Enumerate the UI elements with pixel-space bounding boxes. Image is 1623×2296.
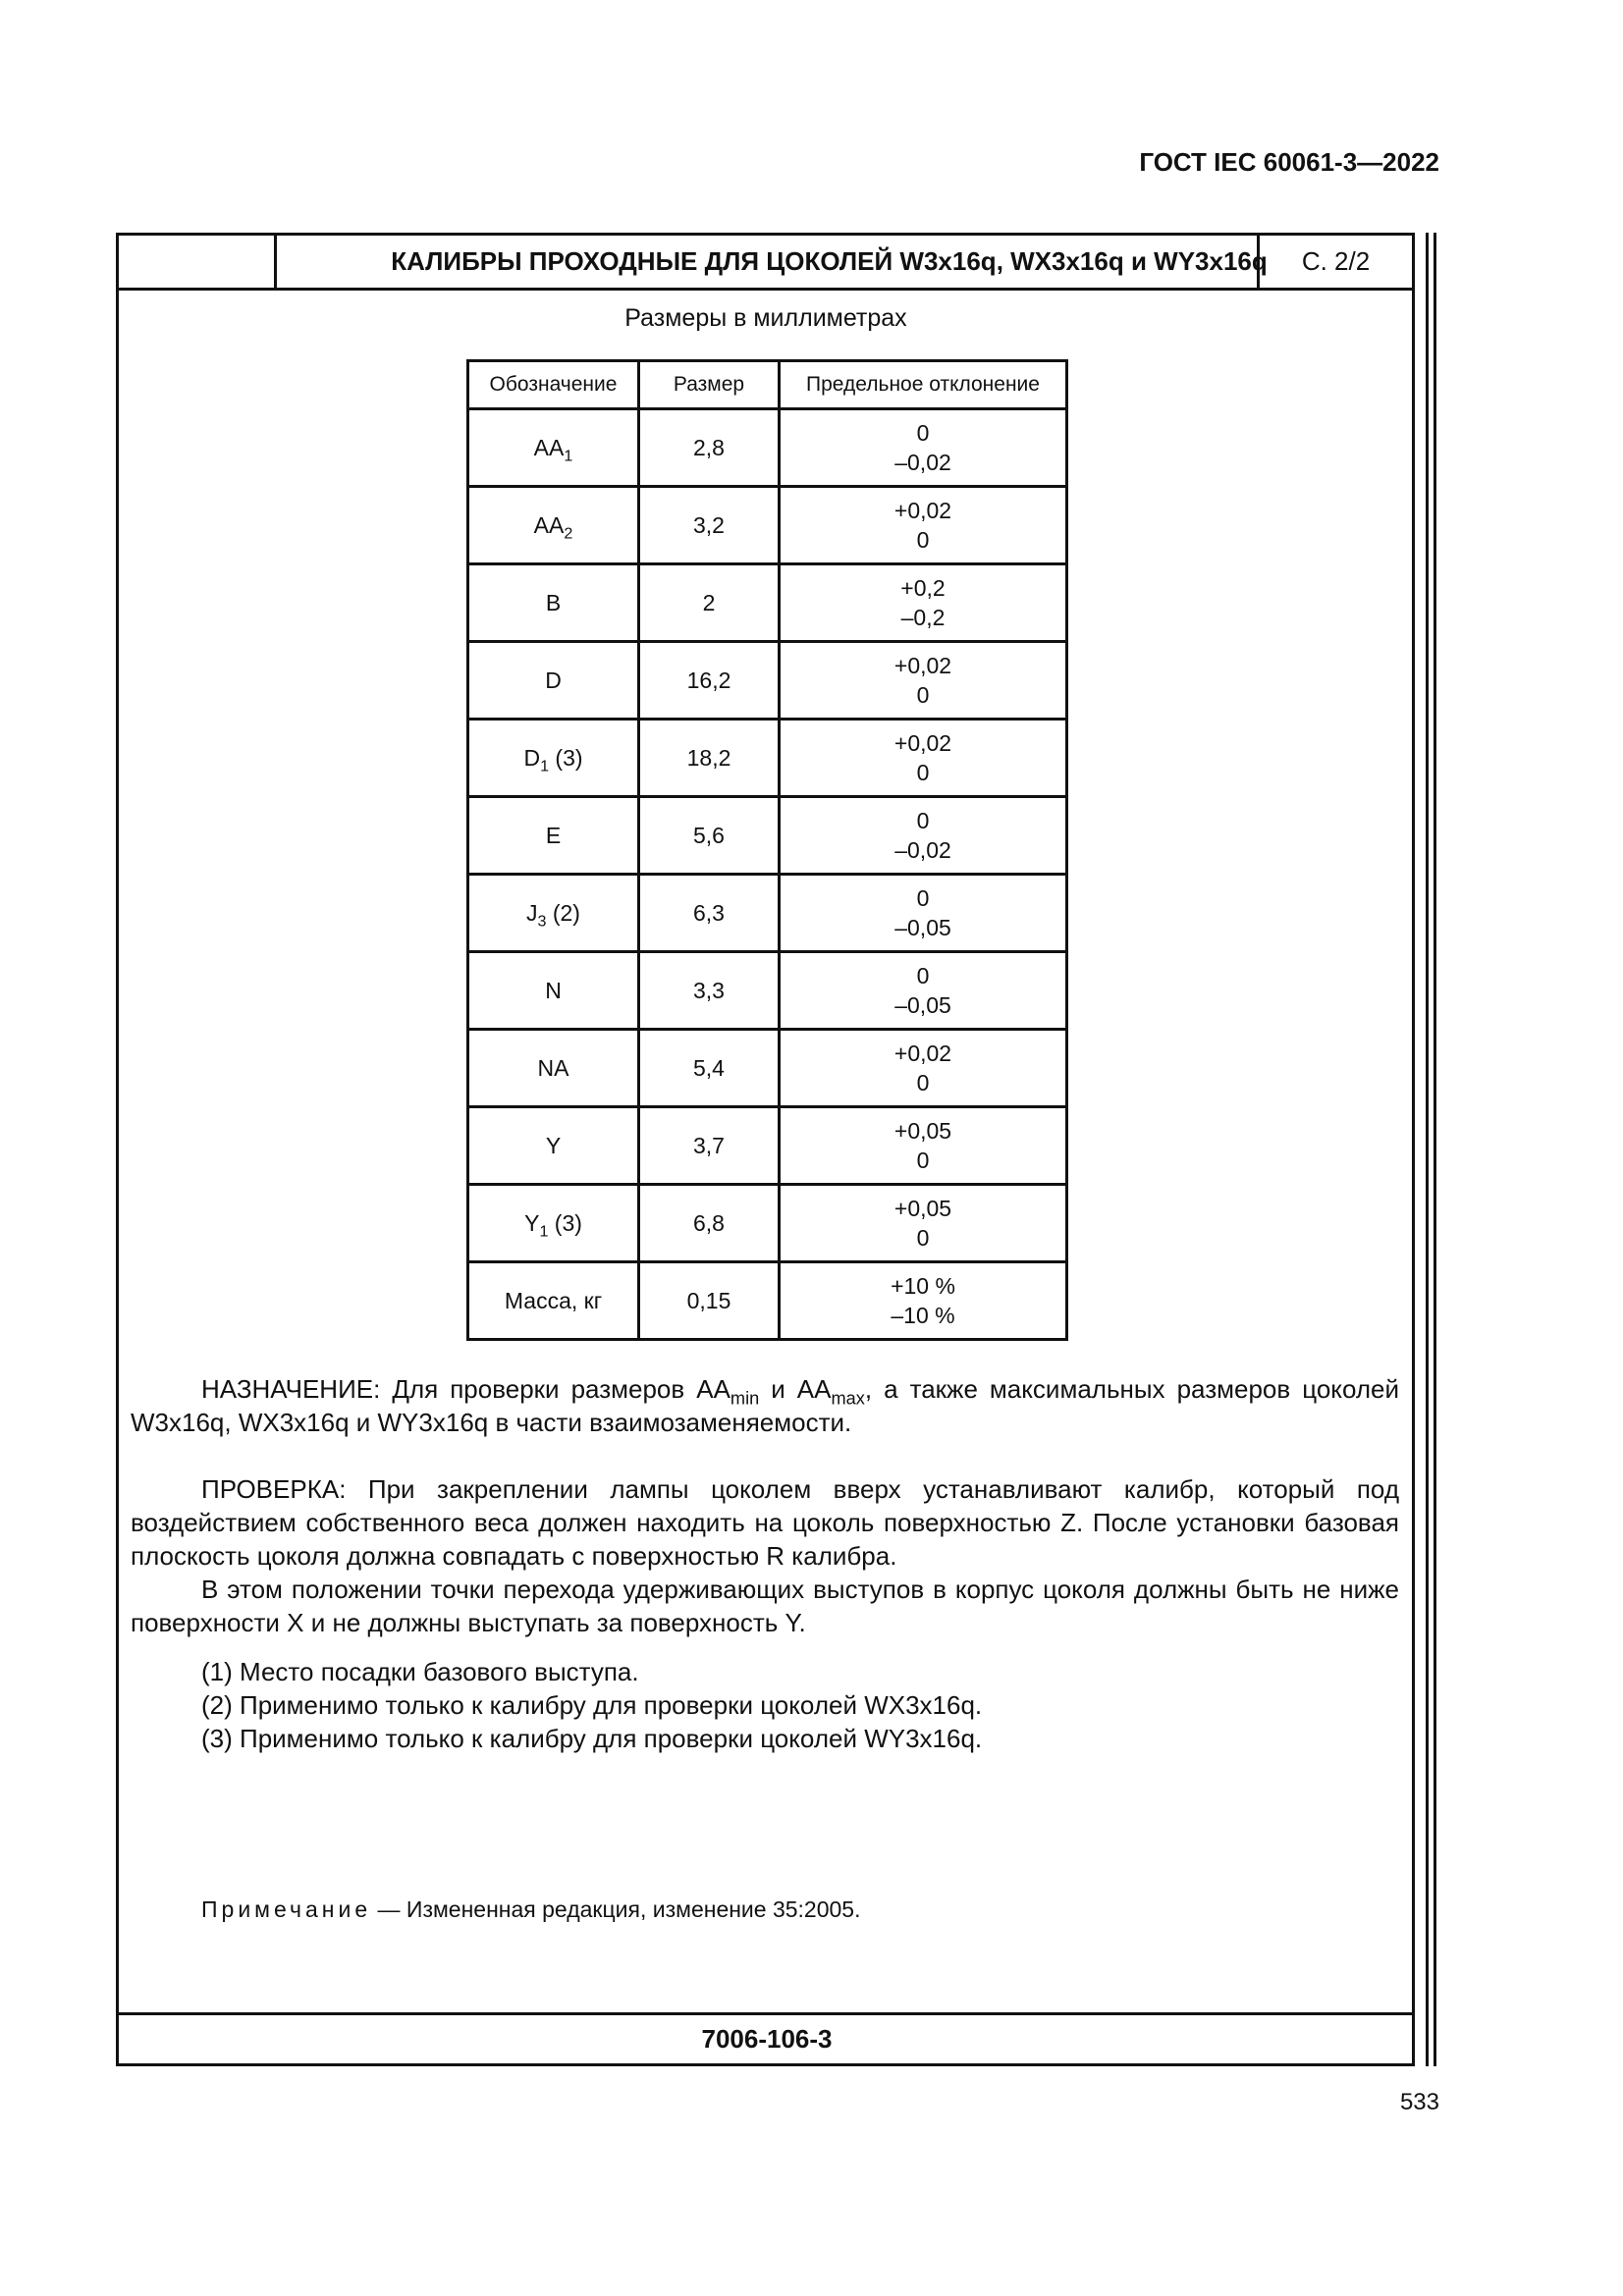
cell-tolerance [780,952,1067,1030]
designation-symbol: N [545,978,562,1003]
sheet-title-row [119,236,1412,291]
footnote-1: (1) Место посадки базового выступа. [201,1657,639,1686]
tolerance-upper: +0,02 [893,498,952,523]
cell-size: 3,3 [639,952,780,1030]
table-header-row [468,361,1067,409]
purpose-text-2: и AA [759,1374,832,1404]
table-body [468,409,1067,1340]
footnote-2: (2) Применимо только к калибру для проверки цоколей WX3x16q. [201,1690,983,1720]
cell-designation [468,409,639,487]
designation-subscript: 2 [564,524,573,543]
cell-designation [468,1262,639,1340]
cell-tolerance [780,409,1067,487]
cell-size: 3,2 [639,487,780,564]
dimensions-caption: Размеры в миллиметрах [624,304,907,332]
table-row [468,952,1067,1030]
purpose-text-1: НАЗНАЧЕНИЕ: Для проверки размеров AA [201,1374,730,1404]
cell-size: 5,4 [639,1030,780,1107]
header-tolerance: Предельное отклонение [780,361,1067,409]
cell-tolerance [780,720,1067,797]
tolerance-upper: +0,02 [893,1041,952,1066]
header-designation: Обозначение [468,361,639,409]
tolerance-lower: –0,02 [894,837,951,863]
frame-double-line-inner [1426,233,1429,2066]
page-number: 533 [1399,2089,1439,2115]
table-row [468,875,1067,952]
purpose-sub-min: min [730,1388,760,1409]
cell-tolerance [780,797,1067,875]
cell-tolerance [780,1185,1067,1262]
table-row [468,797,1067,875]
cell-tolerance [780,1030,1067,1107]
designation-symbol: E [545,823,562,848]
designation-symbol: J [526,900,538,926]
table-row [468,642,1067,720]
designation-note-ref: (3) [549,745,583,771]
table-row [468,409,1067,487]
cell-tolerance [780,875,1067,952]
cell-size: 0,15 [639,1262,780,1340]
table-row [468,1262,1067,1340]
cell-size: 2 [639,564,780,642]
tolerance-upper: +0,05 [893,1196,952,1221]
cell-size: 6,3 [639,875,780,952]
table-row [468,564,1067,642]
tolerance-lower: –0,02 [894,450,951,475]
footnote-3: (3) Применимо только к калибру для проверки цоколей WY3x16q. [201,1724,983,1753]
designation-subscript: 3 [537,912,547,931]
tolerance-upper: +10 % [891,1273,955,1299]
cell-size: 5,6 [639,797,780,875]
designation-subscript: 1 [540,757,550,775]
tolerance-lower: 0 [916,1070,930,1095]
remark [201,1896,861,1923]
tolerance-lower: 0 [916,682,930,708]
cell-tolerance [780,642,1067,720]
tolerance-upper: 0 [916,885,930,911]
designation-subscript: 1 [539,1222,549,1241]
designation-symbol: Y [545,1133,562,1158]
designation-symbol: D [545,667,562,693]
table-row [468,720,1067,797]
designation-symbol: AA [533,512,565,538]
tolerance-upper: +0,02 [893,730,952,756]
cell-designation [468,875,639,952]
cell-size: 6,8 [639,1185,780,1262]
check-paragraph-1: ПРОВЕРКА: При закреплении лампы цоколем вверх устанавливают калибр, который под воздействием собственного веса должен находить на цоколь поверхностью Z. После установки базовая плоскость цоколя должна совпадать с поверхностью R калибра. [131,1474,1399,1571]
header-size: Размер [639,361,780,409]
table-row [468,1030,1067,1107]
sheet-code: 7006-106-3 [701,2024,833,2054]
tolerance-upper: +0,02 [893,653,952,678]
cell-tolerance [780,564,1067,642]
frame-double-line-outer [1434,233,1436,2066]
cell-tolerance [780,487,1067,564]
designation-symbol: Y [524,1210,540,1236]
table-row [468,1185,1067,1262]
purpose-text-3: , а также максимальных размеров цоколей W3x16q, WX3x16q и WY3x16q в части взаимозаменяемости. [131,1374,1399,1437]
cell-tolerance [780,1262,1067,1340]
tolerance-upper: +0,05 [893,1118,952,1144]
tolerance-lower: –10 % [891,1303,955,1328]
tolerance-lower: 0 [916,527,930,553]
remark-label: Примечание [201,1896,372,1922]
table-row [468,1107,1067,1185]
standard-number: ГОСТ IEC 60061-3—2022 [1139,147,1439,177]
designation-symbol: Масса, кг [504,1288,603,1313]
tolerance-upper: 0 [916,963,930,988]
cell-size: 2,8 [639,409,780,487]
cell-size: 16,2 [639,642,780,720]
tolerance-lower: 0 [916,760,930,785]
designation-subscript: 1 [564,447,573,465]
designation-symbol: B [545,590,562,615]
purpose-sub-max: max [831,1388,865,1409]
table-row [468,487,1067,564]
dimensions-table [466,359,1068,1341]
purpose-paragraph [131,1372,1399,1439]
cell-designation [468,797,639,875]
tolerance-lower: 0 [916,1148,930,1173]
designation-note-ref: (3) [548,1210,582,1236]
tolerance-lower: –0,05 [894,915,951,940]
tolerance-lower: –0,05 [894,992,951,1018]
tolerance-upper: 0 [916,808,930,833]
cell-designation [468,487,639,564]
tolerance-lower: 0 [916,1225,930,1251]
cell-size: 3,7 [639,1107,780,1185]
designation-symbol: AA [533,435,565,460]
cell-designation [468,1030,639,1107]
check-paragraph-2: В этом положении точки перехода удерживающих выступов в корпус цоколя должны быть не ниже поверхности X и не должны выступать за поверхность Y. [131,1575,1399,1637]
tolerance-upper: +0,2 [900,575,946,601]
cell-designation [468,1107,639,1185]
sheet-title: КАЛИБРЫ ПРОХОДНЫЕ ДЛЯ ЦОКОЛЕЙ W3x16q, WX3x16q и WY3x16q [391,246,1268,276]
cell-designation [468,642,639,720]
cell-tolerance [780,1107,1067,1185]
cell-designation [468,952,639,1030]
cell-size: 18,2 [639,720,780,797]
tolerance-upper: 0 [916,420,930,446]
remark-text: — Измененная редакция, изменение 35:2005. [371,1896,861,1922]
designation-symbol: NA [537,1055,569,1081]
title-blank-cell [119,236,277,288]
sheet-page: С. 2/2 [1257,236,1412,288]
cell-designation [468,720,639,797]
designation-symbol: D [523,745,541,771]
designation-note-ref: (2) [546,900,580,926]
tolerance-lower: –0,2 [900,605,946,630]
cell-designation [468,1185,639,1262]
cell-designation [468,564,639,642]
